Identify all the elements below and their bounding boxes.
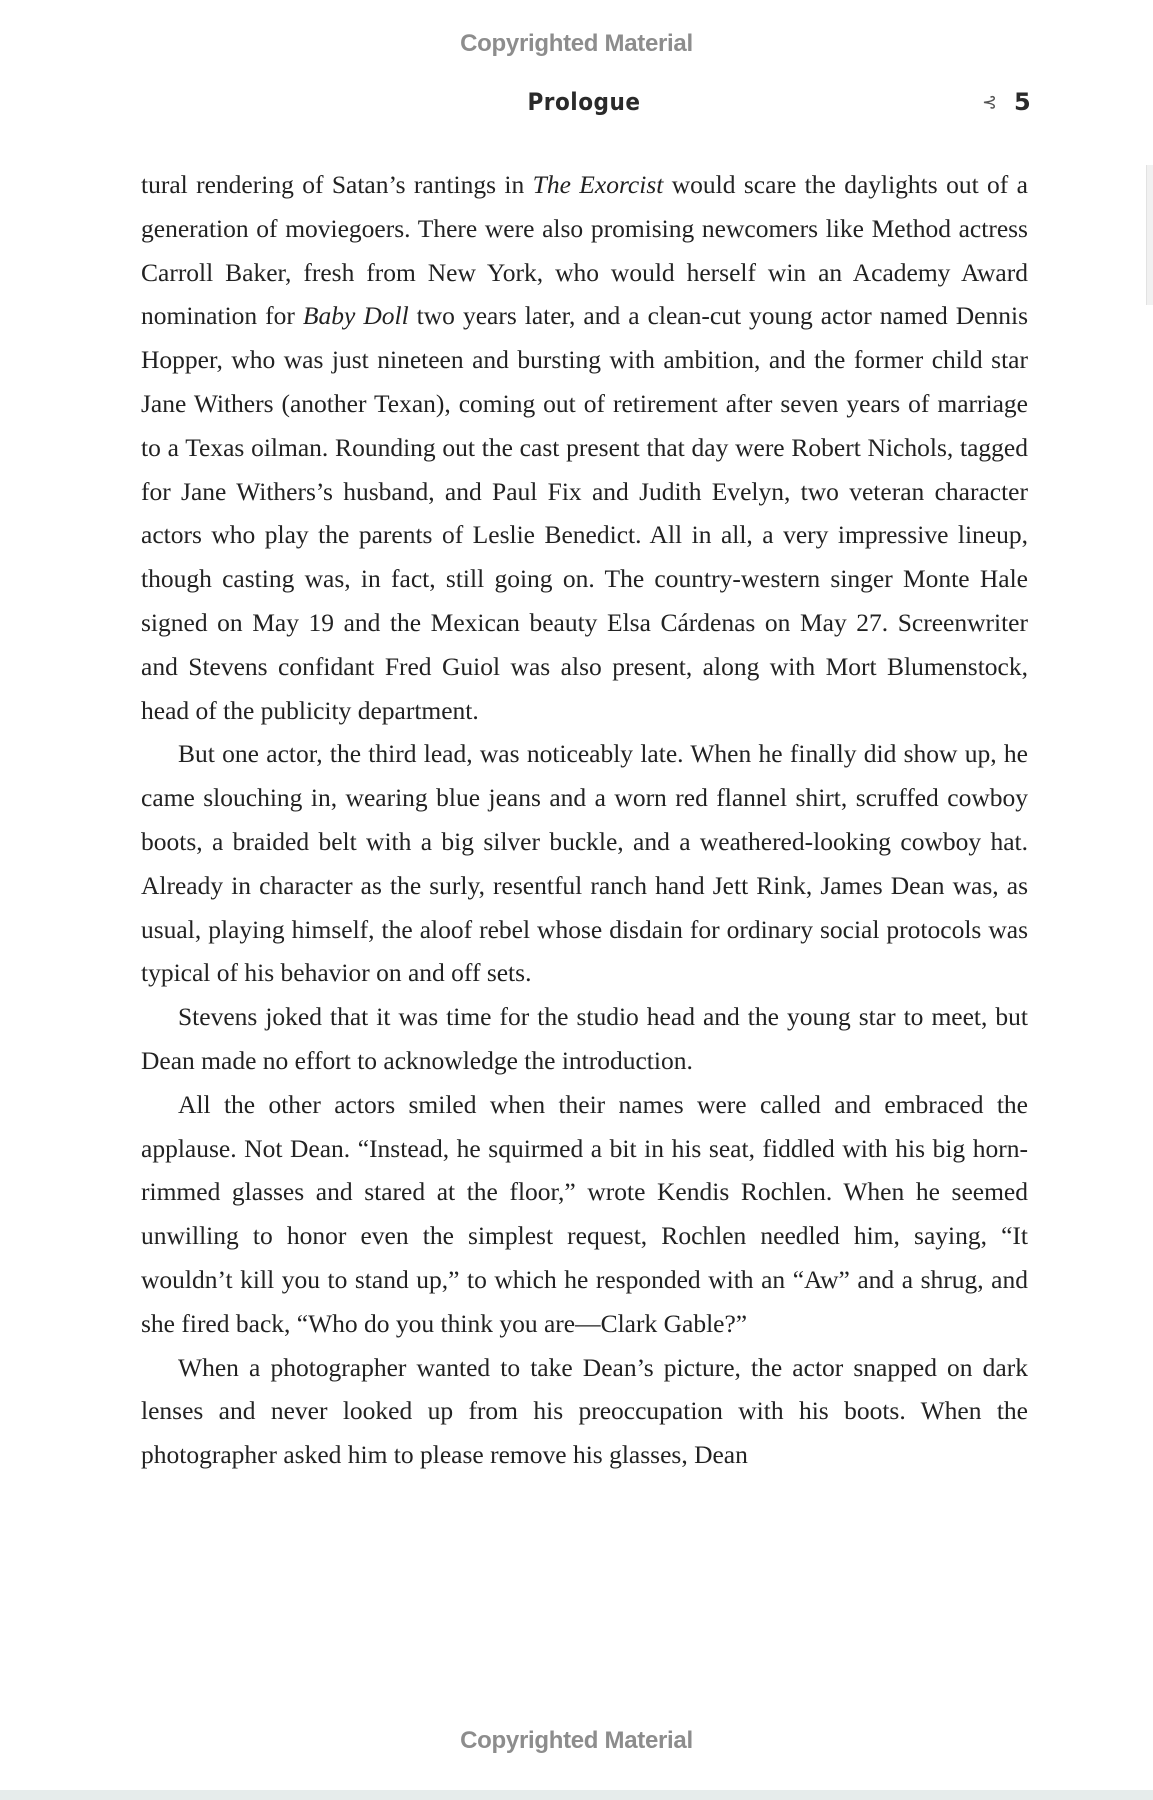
scrollbar[interactable] [1146, 165, 1153, 305]
paragraph: All the other actors smiled when their names were called and embraced the applause. Not Dean. “Instead, he squirmed a bit in his seat, fiddled with his big horn-rimmed glasses and stared at the floor,” wrote Kendis Rochlen. When he seemed unwilling to honor even the simplest request, Rochlen needled him, saying, “It wouldn’t kill you to stand up,” to which he responded with an “Aw” and a shrug, and she fired back, “Who do you think you are—Clark Gable?” [141, 1089, 1028, 1338]
page-bottom-edge [0, 1790, 1153, 1800]
running-header [0, 88, 1153, 122]
chapter-title: Prologue [527, 88, 641, 116]
ornament-icon: ⊰ [982, 92, 998, 112]
paragraph: Stevens joked that it was time for the studio head and the young star to meet, but Dean made no effort to acknowledge the introduction. [141, 1002, 1028, 1075]
book-title: The Exorcist [532, 170, 664, 199]
copyright-watermark-bottom: Copyrighted Material [460, 1727, 693, 1754]
page-number: 5 [1014, 88, 1031, 116]
copyright-watermark-top: Copyrighted Material [460, 30, 693, 57]
paragraph: When a photographer wanted to take Dean’s picture, the actor snapped on dark lenses and never looked up from his preoccupation with his boots. When the photographer asked him to please remove his glasses, Dean [141, 1352, 1028, 1470]
body-text [141, 163, 1028, 1477]
paragraph: But one actor, the third lead, was noticeably late. When he finally did show up, he came slouching in, wearing blue jeans and a worn red flannel shirt, scruffed cowboy boots, a braided belt with a big silver buckle, and a weathered-looking cowboy hat. Already in character as the surly, resentful ranch hand Jett Rink, James Dean was, as usual, playing himself, the aloof rebel whose disdain for ordinary social protocols was typical of his behavior on and off sets. [141, 739, 1028, 988]
paragraph: tural rendering of Satan’s rantings in The Exorcist would scare the daylights out of a generation of moviegoers. There were also promising newcomers like Method actress Carroll Baker, fresh from New York, who would herself win an Academy Award nomination for Baby Doll two years later, and a clean-cut young actor named Dennis Hopper, who was just nineteen and bursting with ambition, and the former child star Jane Withers (another Texan), coming out of retirement after seven years of marriage to a Texas oilman. Rounding out the cast present that day were Robert Nichols, tagged for Jane Withers’s husband, and Paul Fix and Judith Evelyn, two veteran character actors who play the parents of Leslie Benedict. All in all, a very impressive lineup, though casting was, in fact, still going on. The country-western singer Monte Hale signed on May 19 and the Mexican beauty Elsa Cárdenas on May 27. Screenwriter and Stevens confidant Fred Guiol was also present, along with Mort Blumenstock, head of the publicity department. [141, 170, 1029, 725]
film-title: Baby Doll [302, 301, 409, 331]
